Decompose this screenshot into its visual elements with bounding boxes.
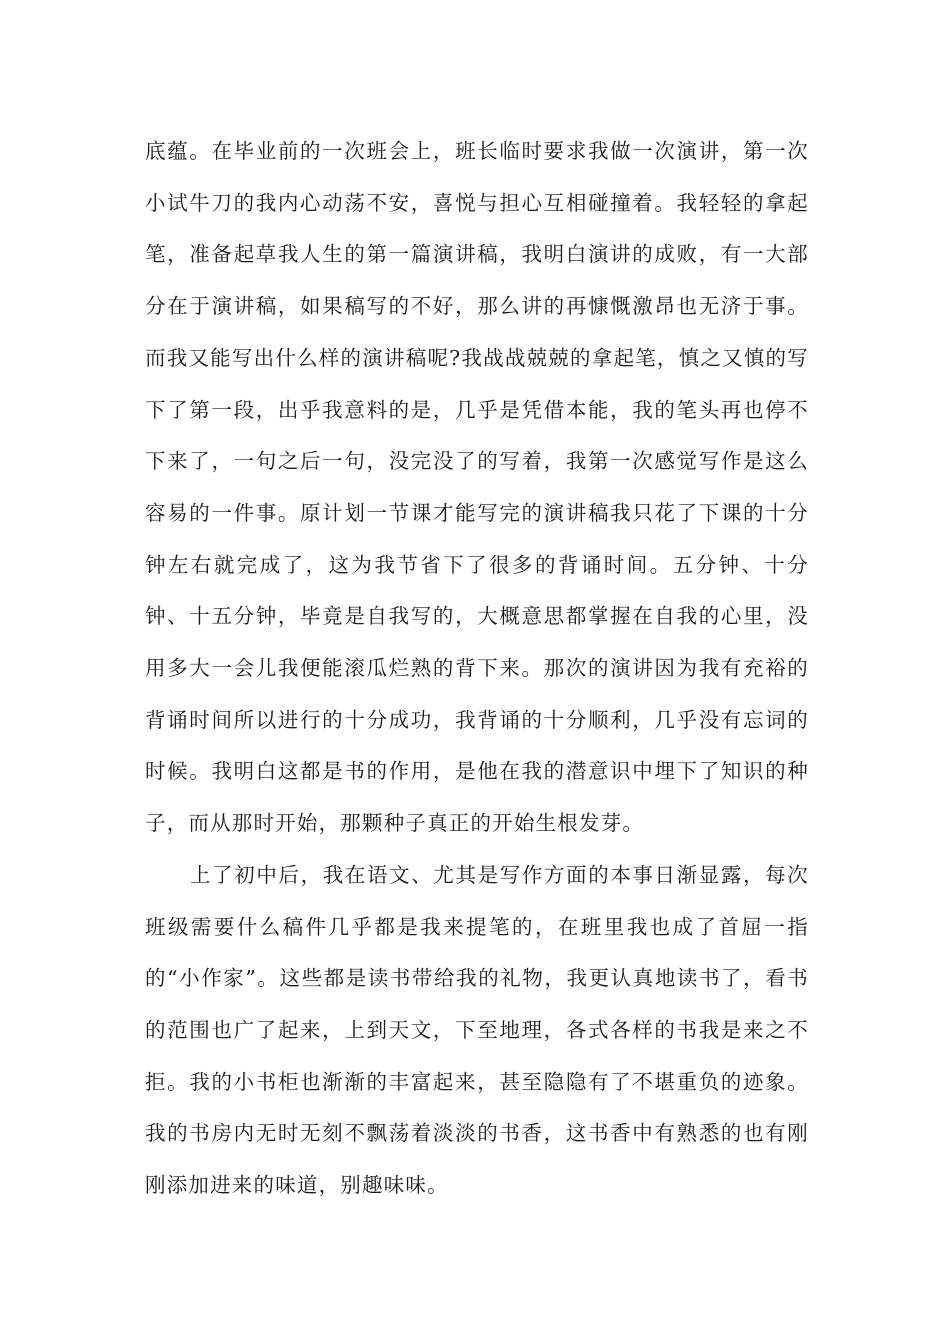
paragraph-1: 底蕴。在毕业前的一次班会上，班长临时要求我做一次演讲，第一次小试牛刀的我内心动荡不安，喜悦与担心互相碰撞着。我轻轻的拿起笔，准备起草我人生的第一篇演讲稿，我明白演讲的成败，有一大部分在于演讲稿，如果稿写的不好，那么讲的再慷慨激昂也无济于事。而我又能写出什么样的演讲稿呢?我战战兢兢的拿起笔，慎之又慎的写下了第一段，出乎我意料的是，几乎是凭借本能，我的笔头再也停不下来了，一句之后一句，没完没了的写着，我第一次感觉写作是这么容易的一件事。原计划一节课才能写完的演讲稿我只花了下课的十分钟左右就完成了，这为我节省下了很多的背诵时间。五分钟、十分钟、十五分钟，毕竟是自我写的，大概意思都掌握在自我的心里，没用多大一会儿我便能滚瓜烂熟的背下来。那次的演讲因为我有充裕的背诵时间所以进行的十分成功，我背诵的十分顺利，几乎没有忘词的时候。我明白这都是书的作用，是他在我的潜意识中埋下了知识的种子，而从那时开始，那颗种子真正的开始生根发芽。 — [145, 139, 809, 836]
paragraph-2: 上了初中后，我在语文、尤其是写作方面的本事日渐显露，每次班级需要什么稿件几乎都是我来提笔的，在班里我也成了首屈一指的“小作家”。这些都是读书带给我的礼物，我更认真地读书了，看书的范围也广了起来，上到天文，下至地理，各式各样的书我是来之不拒。我的小书柜也渐渐的丰富起来，甚至隐隐有了不堪重负的迹象。我的书房内无时无刻不飘荡着淡淡的书香，这书香中有熟悉的也有刚刚添加进来的味道，别趣味味。 — [145, 862, 809, 1198]
document-body — [145, 126, 809, 1212]
